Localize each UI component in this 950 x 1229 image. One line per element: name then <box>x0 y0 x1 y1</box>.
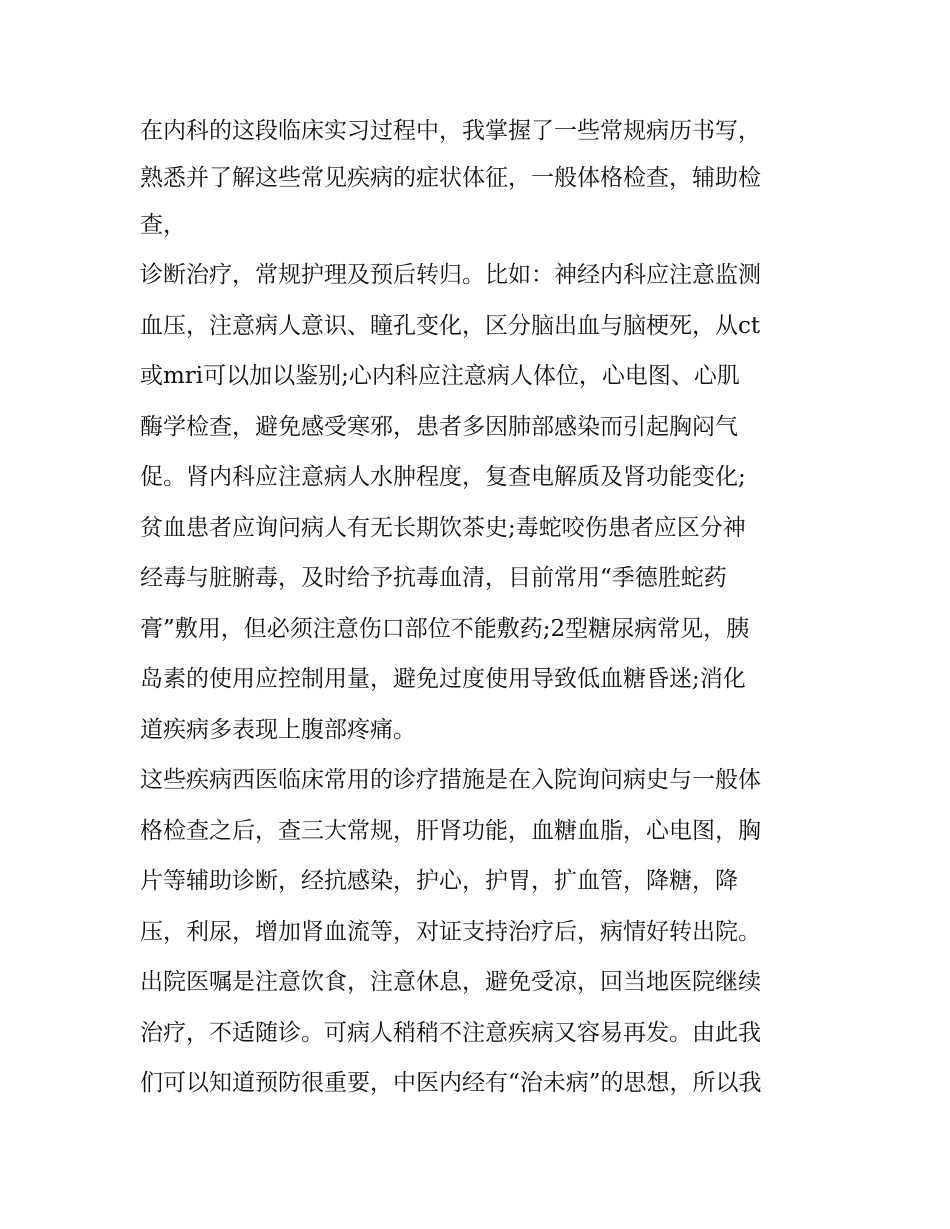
text-line-14: 这些疾病西医临床常用的诊疗措施是在入院询问病史与一般体 <box>140 767 761 793</box>
text-line-18: 出院医嘱是注意饮食，注意休息，避免受凉，回当地医院继续 <box>140 969 761 995</box>
text-line-7: 酶学检查，避免感受寒邪，患者多因肺部感染而引起胸闷气 <box>140 413 738 440</box>
text-line-13: 道疾病多表现上腹部疼痛。 <box>140 716 416 743</box>
text-line-19: 治疗，不适随诊。可病人稍稍不注意疾病又容易再发。由此我 <box>140 1019 761 1046</box>
text-line-6: 或mri可以加以鉴别;心内科应注意病人体位，心电图、心肌 <box>140 363 740 389</box>
text-line-11: 膏”敷用，但必须注意伤口部位不能敷药;2型糖尿病常见，胰 <box>140 615 750 642</box>
text-line-2: 熟悉并了解这些常见疾病的症状体征，一般体格检查，辅助检 <box>140 164 761 191</box>
body-text <box>140 106 830 1109</box>
text-line-1: 在内科的这段临床实习过程中，我掌握了一些常规病历书写， <box>140 118 761 144</box>
text-line-16: 片等辅助诊断，经抗感染，护心，护胃，扩血管，降糖，降 <box>140 868 738 894</box>
text-line-8: 促。肾内科应注意病人水肿程度，复查电解质及肾功能变化; <box>140 464 746 490</box>
text-line-20: 们可以知道预防很重要，中医内经有“治未病”的思想，所以我 <box>140 1070 762 1096</box>
text-line-10: 经毒与脏腑毒，及时给予抗毒血清，目前常用“季德胜蛇药 <box>140 565 727 591</box>
text-line-15: 格检查之后，查三大常规，肝肾功能，血糖血脂，心电图，胸 <box>140 817 761 844</box>
text-line-3: 查， <box>140 211 186 238</box>
text-line-5: 血压，注意病人意识、瞳孔变化，区分脑出血与脑梗死，从ct <box>140 312 761 339</box>
text-line-9: 贫血患者应询问病人有无长期饮茶史;毒蛇咬伤患者应区分神 <box>140 514 746 541</box>
text-line-17: 压，利尿，增加肾血流等，对证支持治疗后，病情好转出院。 <box>140 918 761 945</box>
text-line-12: 岛素的使用应控制用量，避免过度使用导致低血糖昏迷;消化 <box>140 666 746 692</box>
text-line-4: 诊断治疗，常规护理及预后转归。比如：神经内科应注意监测 <box>140 262 761 288</box>
